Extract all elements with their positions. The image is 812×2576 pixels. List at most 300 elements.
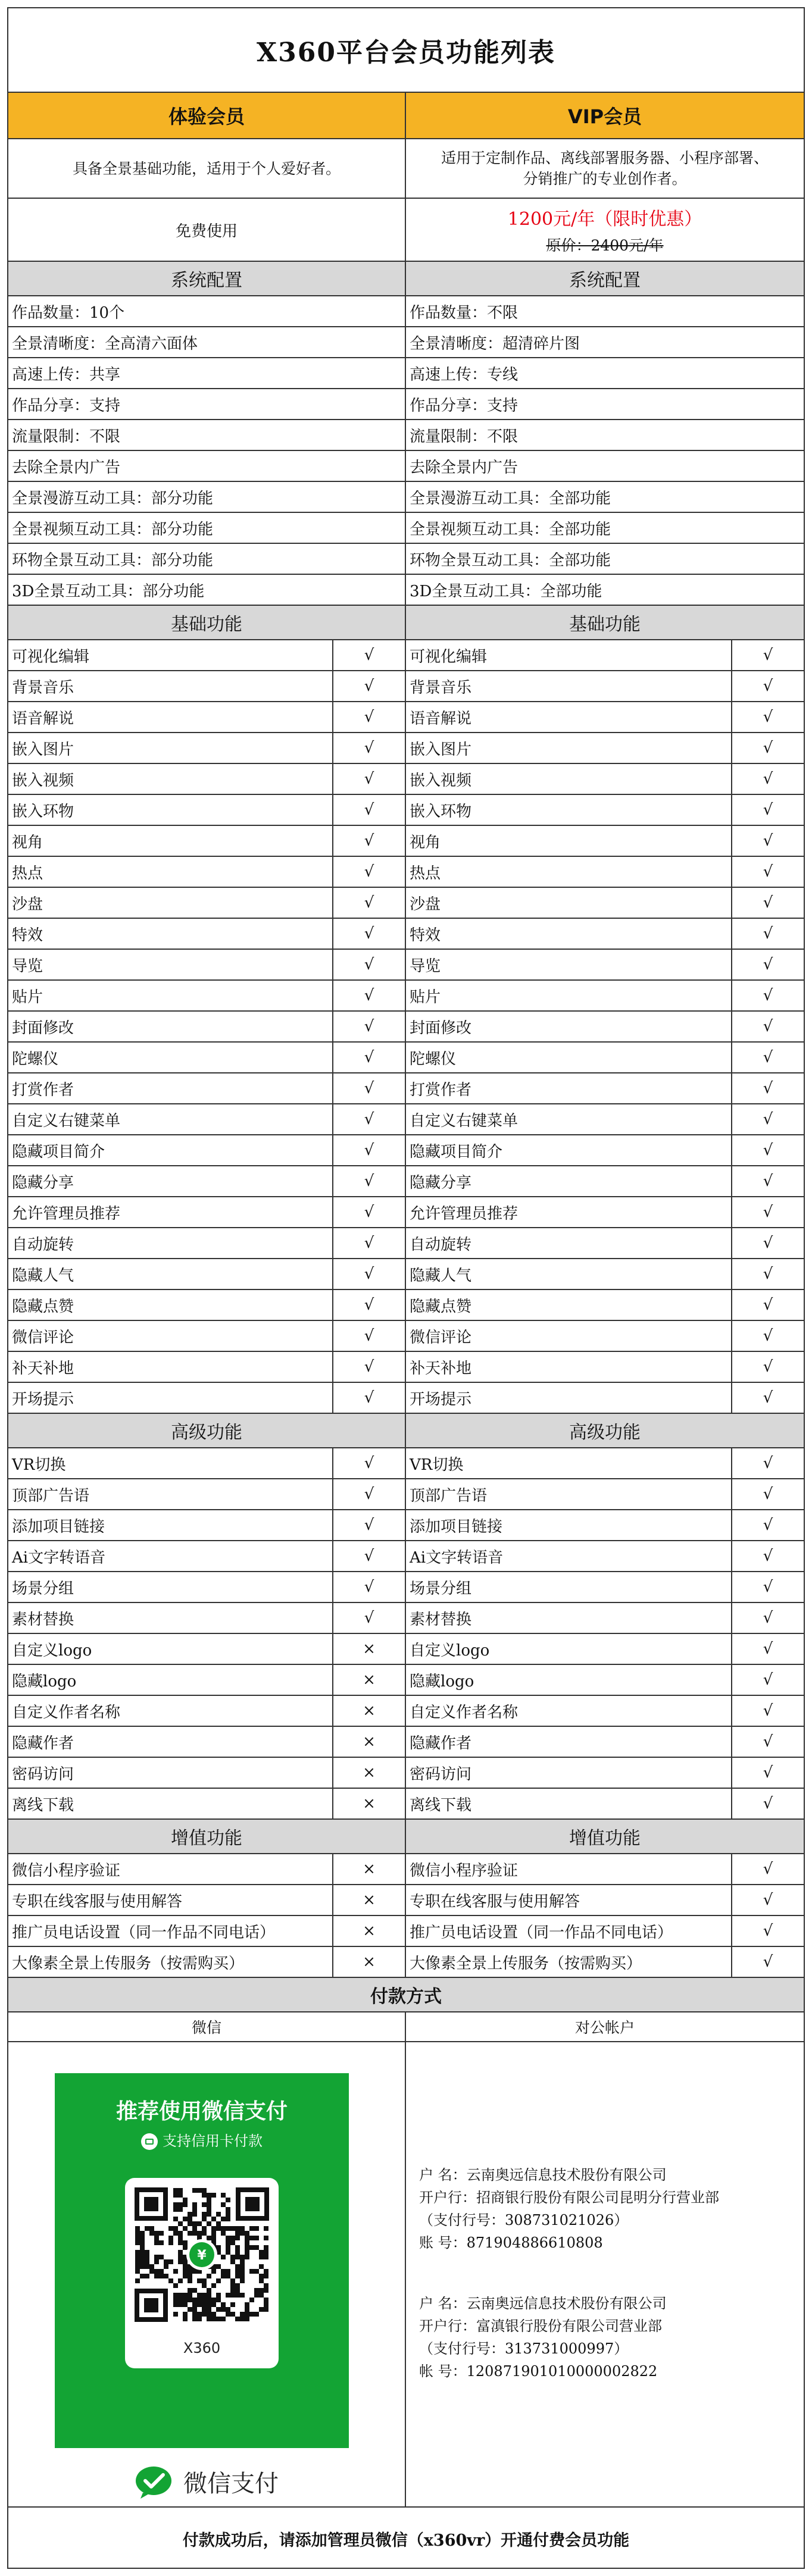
feature-availability-mark: × <box>363 1860 376 1878</box>
qr-module <box>173 2193 178 2198</box>
feature-row <box>8 1789 405 1820</box>
qr-module <box>202 2212 207 2217</box>
feature-availability-mark: √ <box>364 1547 374 1565</box>
qr-module <box>254 2293 259 2298</box>
feature-row <box>406 702 804 733</box>
qr-module <box>183 2202 188 2207</box>
config-row: 3D全景互动工具：全部功能 <box>406 575 804 606</box>
qr-module <box>264 2269 268 2274</box>
feature-availability-mark: √ <box>364 1485 374 1503</box>
config-row: 3D全景互动工具：部分功能 <box>8 575 405 606</box>
advanced-features-section <box>8 1414 804 1820</box>
qr-module <box>178 2278 183 2283</box>
qr-module <box>183 2298 188 2302</box>
qr-module <box>164 2259 168 2264</box>
feature-availability-mark: × <box>363 1795 376 1813</box>
feature-row <box>8 1228 405 1259</box>
feature-availability-mark: × <box>363 1702 376 1720</box>
qr-module <box>230 2312 235 2317</box>
qr-module <box>207 2288 211 2293</box>
feature-row <box>406 1135 804 1166</box>
feature-availability-mark: × <box>363 1733 376 1751</box>
feature-name: 热点 <box>406 857 732 887</box>
membership-sheet <box>7 7 805 2569</box>
feature-row <box>406 1043 804 1073</box>
feature-availability-mark: × <box>363 1891 376 1909</box>
feature-row <box>406 795 804 826</box>
feature-row <box>406 857 804 888</box>
config-row: 高速上传：共享 <box>8 358 405 389</box>
feature-availability-mark: √ <box>364 1516 374 1534</box>
config-row: 去除全景内广告 <box>406 451 804 482</box>
qr-module <box>140 2231 145 2236</box>
qr-module <box>178 2298 183 2302</box>
config-row: 作品数量：10个 <box>8 296 405 327</box>
feature-availability-mark: √ <box>364 1327 374 1345</box>
feature-availability-mark: √ <box>763 894 773 912</box>
feature-row <box>8 950 405 981</box>
feature-row <box>8 1854 405 1885</box>
feature-availability-mark: × <box>363 1922 376 1940</box>
qr-module <box>188 2298 192 2302</box>
feature-row <box>406 764 804 795</box>
value-added-heading: 增值功能 <box>8 1820 405 1854</box>
qr-code-label: X360 <box>183 2340 221 2356</box>
feature-availability-mark: √ <box>763 1922 773 1940</box>
qr-module <box>226 2293 230 2298</box>
feature-row <box>8 1510 405 1541</box>
payment-heading: 付款方式 <box>8 1978 804 2012</box>
feature-name: 推广员电话设置（同一作品不同电话） <box>8 1916 333 1946</box>
feature-row <box>8 640 405 671</box>
config-row: 全景视频互动工具：部分功能 <box>8 513 405 544</box>
feature-name: 视角 <box>406 826 732 856</box>
feature-name: 密码访问 <box>406 1758 732 1788</box>
wechat-card-subtitle-text: 支持信用卡付款 <box>163 2133 263 2149</box>
qr-module <box>173 2302 178 2307</box>
qr-module <box>183 2240 188 2245</box>
feature-availability-mark: √ <box>364 956 374 974</box>
feature-availability-mark: √ <box>763 1172 773 1190</box>
config-row: 去除全景内广告 <box>8 451 405 482</box>
feature-availability-mark: √ <box>763 1733 773 1751</box>
qr-module <box>240 2293 245 2298</box>
qr-module <box>183 2302 188 2307</box>
qr-module <box>207 2236 211 2240</box>
qr-module <box>235 2226 240 2231</box>
qr-module <box>145 2250 149 2255</box>
qr-module <box>235 2283 240 2288</box>
qr-module <box>164 2274 168 2278</box>
feature-row <box>8 1665 405 1696</box>
feature-name: 嵌入图片 <box>8 733 333 763</box>
qr-module <box>211 2193 216 2198</box>
feature-row <box>8 795 405 826</box>
feature-name: 大像素全景上传服务（按需购买） <box>8 1947 333 1977</box>
feature-name: 隐藏logo <box>8 1665 333 1695</box>
qr-module <box>221 2202 226 2207</box>
feature-name: 陀螺仪 <box>8 1043 333 1072</box>
feature-name: 隐藏作者 <box>8 1727 333 1757</box>
config-row: 环物全景互动工具：全部功能 <box>406 544 804 575</box>
qr-module <box>173 2188 178 2193</box>
feature-row <box>8 1603 405 1634</box>
wechat-label: 微信 <box>8 2012 405 2042</box>
qr-module <box>135 2259 140 2264</box>
config-row: 流量限制：不限 <box>406 420 804 451</box>
feature-row <box>406 1947 804 1978</box>
qr-module <box>135 2278 140 2283</box>
qr-module <box>197 2231 202 2236</box>
qr-module <box>154 2240 159 2245</box>
feature-row <box>406 950 804 981</box>
feature-row <box>8 1012 405 1043</box>
qr-module <box>264 2226 268 2231</box>
qr-module <box>264 2288 268 2293</box>
qr-module <box>259 2255 264 2259</box>
qr-module <box>178 2207 183 2212</box>
qr-code-icon <box>135 2187 269 2322</box>
feature-name: 允许管理员推荐 <box>8 1197 333 1227</box>
qr-module <box>197 2312 202 2317</box>
feature-availability-mark: √ <box>364 863 374 881</box>
qr-module <box>240 2264 245 2269</box>
qr-module <box>173 2283 178 2288</box>
feature-row <box>406 1572 804 1603</box>
feature-name: Ai文字转语音 <box>8 1541 333 1571</box>
qr-module <box>183 2217 188 2221</box>
qr-module <box>183 2264 188 2269</box>
qr-module <box>178 2259 183 2264</box>
feature-availability-mark: √ <box>364 1079 374 1097</box>
qr-module <box>168 2236 173 2240</box>
config-section <box>8 262 804 606</box>
qr-module <box>178 2293 183 2298</box>
qr-module <box>211 2236 216 2240</box>
qr-module <box>235 2245 240 2250</box>
feature-row <box>406 1541 804 1572</box>
qr-module <box>264 2307 268 2312</box>
qr-module <box>259 2307 264 2312</box>
qr-module <box>192 2312 197 2317</box>
feature-row <box>406 1665 804 1696</box>
qr-module <box>149 2226 154 2231</box>
feature-availability-mark: √ <box>364 987 374 1004</box>
feature-availability-mark: √ <box>763 801 773 819</box>
qr-module <box>197 2188 202 2193</box>
feature-name: 隐藏点赞 <box>8 1290 333 1320</box>
feature-name: 自定义右键菜单 <box>406 1104 732 1134</box>
qr-module <box>192 2212 197 2217</box>
qr-module <box>226 2217 230 2221</box>
qr-module <box>183 2274 188 2278</box>
qr-module <box>216 2212 221 2217</box>
qr-module <box>173 2231 178 2236</box>
qr-module <box>173 2298 178 2302</box>
feature-availability-mark: √ <box>763 1141 773 1159</box>
feature-availability-mark: × <box>363 1671 376 1689</box>
qr-module <box>264 2283 268 2288</box>
qr-module <box>140 2255 145 2259</box>
qr-module <box>154 2259 159 2264</box>
feature-row <box>8 1352 405 1383</box>
feature-name: 打赏作者 <box>8 1073 333 1103</box>
feature-availability-mark: √ <box>763 1234 773 1252</box>
feature-name: VR切换 <box>406 1448 732 1478</box>
qr-module <box>249 2236 254 2240</box>
qr-module <box>245 2236 249 2240</box>
account-line: 帐 号：120871901010000002822 <box>419 2363 658 2380</box>
feature-row <box>8 1541 405 1572</box>
feature-name: 陀螺仪 <box>406 1043 732 1072</box>
feature-name: 隐藏logo <box>406 1665 732 1695</box>
feature-availability-mark: √ <box>763 708 773 726</box>
feature-name: 导览 <box>8 950 333 979</box>
qr-module <box>192 2231 197 2236</box>
feature-name: 允许管理员推荐 <box>406 1197 732 1227</box>
qr-module <box>230 2288 235 2293</box>
feature-availability-mark: √ <box>763 1358 773 1376</box>
feature-availability-mark: √ <box>763 1953 773 1971</box>
feature-row <box>8 981 405 1012</box>
qr-module <box>211 2312 216 2317</box>
qr-module <box>173 2312 178 2317</box>
feature-name: 隐藏点赞 <box>406 1290 732 1320</box>
feature-name: 添加项目链接 <box>406 1510 732 1540</box>
qr-module <box>230 2236 235 2240</box>
feature-name: 特效 <box>406 919 732 949</box>
qr-module <box>207 2298 211 2302</box>
feature-row <box>8 1166 405 1197</box>
feature-availability-mark: √ <box>763 1203 773 1221</box>
vip-tier-desc <box>406 139 804 199</box>
qr-module <box>173 2202 178 2207</box>
config-heading: 系统配置 <box>8 262 405 296</box>
feature-row <box>406 640 804 671</box>
feature-availability-mark: √ <box>763 646 773 664</box>
qr-module <box>226 2198 230 2202</box>
feature-name: 沙盘 <box>8 888 333 918</box>
feature-availability-mark: √ <box>763 1891 773 1909</box>
feature-row <box>406 1758 804 1789</box>
config-row: 环物全景互动工具：部分功能 <box>8 544 405 575</box>
feature-name: 嵌入图片 <box>406 733 732 763</box>
qr-module <box>173 2207 178 2212</box>
feature-name: 导览 <box>406 950 732 979</box>
qr-module <box>159 2240 164 2245</box>
qr-module <box>202 2188 207 2193</box>
qr-module <box>192 2202 197 2207</box>
vip-desc-line: 适用于定制作品、离线部署服务器、小程序部署、 <box>441 149 769 167</box>
feature-name: 隐藏项目简介 <box>8 1135 333 1165</box>
config-row: 全景漫游互动工具：部分功能 <box>8 482 405 513</box>
feature-row <box>8 1727 405 1758</box>
feature-row <box>406 1012 804 1043</box>
feature-availability-mark: √ <box>763 987 773 1004</box>
qr-module <box>135 2269 140 2274</box>
account-line: 户 名：云南奥远信息技术股份有限公司 <box>419 2295 667 2312</box>
qr-module <box>202 2283 207 2288</box>
qr-module <box>235 2231 240 2236</box>
qr-module <box>188 2288 192 2293</box>
feature-name: 自定义logo <box>406 1634 732 1664</box>
qr-module <box>197 2302 202 2307</box>
qr-module <box>135 2236 140 2240</box>
qr-module <box>221 2231 226 2236</box>
feature-name: 顶部广告语 <box>8 1479 333 1509</box>
qr-module <box>188 2217 192 2221</box>
feature-row <box>8 1321 405 1352</box>
qr-module <box>135 2231 140 2236</box>
advanced-features-heading: 高级功能 <box>8 1414 405 1448</box>
feature-name: 场景分组 <box>406 1572 732 1602</box>
feature-name: 微信小程序验证 <box>406 1854 732 1884</box>
qr-module <box>254 2269 259 2274</box>
feature-row <box>8 1758 405 1789</box>
qr-module <box>221 2193 226 2198</box>
qr-code-box[interactable] <box>125 2178 279 2368</box>
feature-name: 沙盘 <box>406 888 732 918</box>
feature-row <box>406 1448 804 1479</box>
qr-module <box>249 2245 254 2250</box>
wechat-pay-brand-text: 微信支付 <box>183 2470 279 2497</box>
feature-row <box>406 1854 804 1885</box>
feature-name: 自定义作者名称 <box>406 1696 732 1726</box>
vip-tier-name: VIP会员 <box>406 93 804 139</box>
qr-module <box>154 2236 159 2240</box>
qr-module <box>207 2212 211 2217</box>
qr-module <box>259 2288 264 2293</box>
feature-availability-mark: √ <box>364 801 374 819</box>
feature-availability-mark: √ <box>364 770 374 788</box>
basic-features-section <box>8 606 804 1414</box>
qr-module <box>202 2293 207 2298</box>
feature-name: Ai文字转语音 <box>406 1541 732 1571</box>
feature-availability-mark: √ <box>364 1172 374 1190</box>
qr-module <box>192 2188 197 2193</box>
qr-module <box>211 2217 216 2221</box>
qr-module <box>245 2240 249 2245</box>
qr-module <box>178 2202 183 2207</box>
feature-availability-mark: √ <box>364 925 374 943</box>
feature-name: 打赏作者 <box>406 1073 732 1103</box>
feature-availability-mark: √ <box>763 832 773 850</box>
feature-row <box>406 1885 804 1916</box>
feature-name: 隐藏项目简介 <box>406 1135 732 1165</box>
qr-module <box>188 2307 192 2312</box>
feature-name: 隐藏分享 <box>8 1166 333 1196</box>
config-row: 全景漫游互动工具：全部功能 <box>406 482 804 513</box>
qr-module <box>159 2274 164 2278</box>
feature-availability-mark: √ <box>763 1110 773 1128</box>
qr-module <box>178 2231 183 2236</box>
qr-module <box>211 2298 216 2302</box>
vip-price-current: 1200元/年（限时优惠） <box>507 209 702 230</box>
feature-availability-mark: √ <box>763 863 773 881</box>
qr-module <box>145 2226 149 2231</box>
qr-module <box>226 2226 230 2231</box>
feature-availability-mark: √ <box>364 1358 374 1376</box>
qr-module <box>216 2226 221 2231</box>
feature-name: 推广员电话设置（同一作品不同电话） <box>406 1916 732 1946</box>
feature-row <box>406 1383 804 1414</box>
config-row: 全景清晰度：超清碎片图 <box>406 327 804 358</box>
qr-module <box>140 2259 145 2264</box>
qr-module <box>188 2293 192 2298</box>
qr-module <box>235 2288 240 2293</box>
feature-row <box>406 671 804 702</box>
qr-module <box>183 2312 188 2317</box>
qr-module <box>230 2278 235 2283</box>
feature-availability-mark: √ <box>364 1203 374 1221</box>
bank-account-2 <box>419 2292 667 2383</box>
feature-name: 专职在线客服与使用解答 <box>406 1885 732 1915</box>
qr-module <box>183 2259 188 2264</box>
feature-row <box>406 1166 804 1197</box>
feature-row <box>406 1290 804 1321</box>
feature-name: 嵌入视频 <box>406 764 732 794</box>
qr-module <box>183 2317 188 2321</box>
qr-module <box>230 2293 235 2298</box>
qr-module <box>230 2283 235 2288</box>
qr-module <box>254 2312 259 2317</box>
qr-module <box>159 2269 164 2274</box>
feature-row <box>406 1352 804 1383</box>
qr-module <box>211 2283 216 2288</box>
qr-module <box>202 2231 207 2236</box>
qr-module <box>202 2217 207 2221</box>
qr-module <box>183 2245 188 2250</box>
tier-header-row <box>8 93 804 262</box>
qr-module <box>235 2317 240 2321</box>
feature-row <box>406 1789 804 1820</box>
qr-module <box>207 2207 211 2212</box>
qr-module <box>192 2307 197 2312</box>
qr-module <box>221 2255 226 2259</box>
feature-row <box>8 733 405 764</box>
wechat-pay-logo-icon <box>135 2465 173 2499</box>
qr-module <box>211 2302 216 2307</box>
config-row: 高速上传：专线 <box>406 358 804 389</box>
feature-name: VR切换 <box>8 1448 333 1478</box>
feature-name: 素材替换 <box>8 1603 333 1633</box>
qr-module <box>240 2255 245 2259</box>
qr-module <box>221 2317 226 2321</box>
qr-module <box>173 2217 178 2221</box>
qr-module <box>235 2269 240 2274</box>
feature-availability-mark: √ <box>763 677 773 695</box>
qr-module <box>192 2288 197 2293</box>
feature-name: 微信小程序验证 <box>8 1854 333 1884</box>
feature-row <box>8 1916 405 1947</box>
feature-row <box>8 1259 405 1290</box>
qr-module <box>135 2255 140 2259</box>
qr-module <box>226 2236 230 2240</box>
qr-module <box>178 2302 183 2307</box>
qr-module <box>221 2226 226 2231</box>
qr-module <box>245 2255 249 2259</box>
feature-name: 自动旋转 <box>406 1228 732 1258</box>
vip-tier-price <box>406 199 804 262</box>
qr-module <box>207 2202 211 2207</box>
qr-module <box>245 2312 249 2317</box>
qr-module <box>249 2269 254 2274</box>
qr-module <box>149 2269 154 2274</box>
qr-module <box>140 2274 145 2278</box>
feature-availability-mark: × <box>363 1764 376 1782</box>
feature-availability-mark: × <box>363 1953 376 1971</box>
feature-name: 隐藏人气 <box>8 1259 333 1289</box>
